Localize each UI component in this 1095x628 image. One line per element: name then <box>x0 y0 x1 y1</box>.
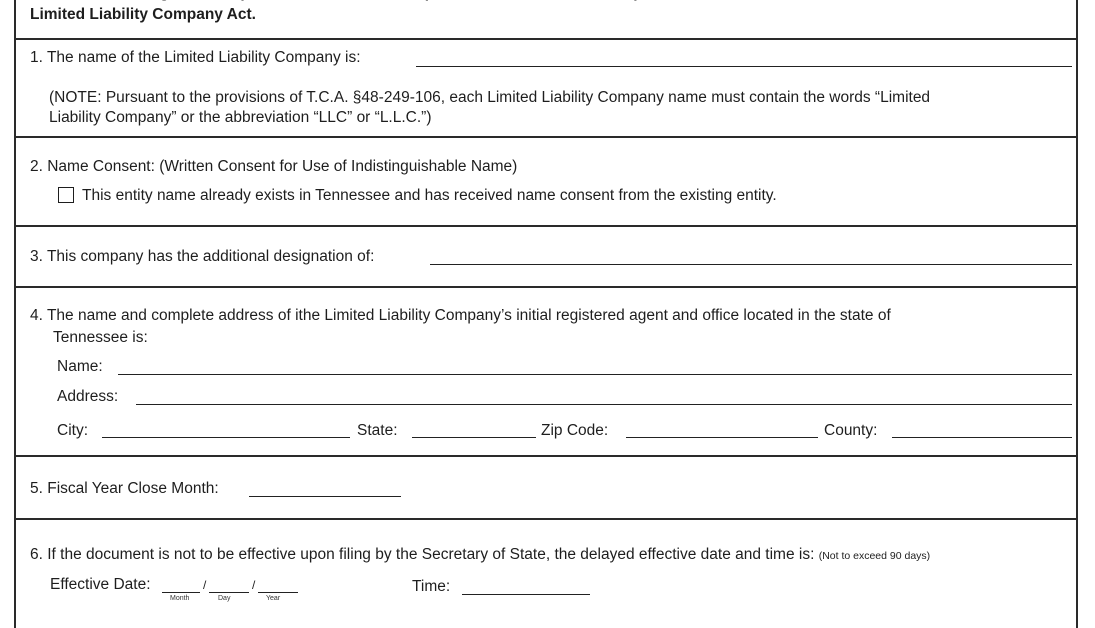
section-divider <box>16 518 1076 520</box>
effective-date-day-field[interactable] <box>209 592 249 593</box>
effective-date-label: Effective Date: <box>50 576 151 593</box>
section6-delayed-date-label <box>30 546 930 565</box>
section2-name-consent-label: 2. Name Consent: (Written Consent for Use of Indistinguishable Name) <box>30 158 518 175</box>
intro-text-line2: Limited Liability Company Act. <box>30 6 256 23</box>
section3-designation-label: 3. This company has the additional designation of: <box>30 248 375 265</box>
effective-date-year-field[interactable] <box>258 592 298 593</box>
section6-limit-note: (Not to exceed 90 days) <box>818 550 931 562</box>
agent-county-label: County: <box>824 422 878 439</box>
section-divider <box>16 225 1076 227</box>
additional-designation-field[interactable] <box>430 264 1072 265</box>
section4-agent-label-line1: 4. The name and complete address of ithe Limited Liability Company’s initial registered agent and office located in the state of <box>30 307 891 324</box>
section6-delayed-date-text: 6. If the document is not to be effective upon filing by the Secretary of State, the delayed effective date and time is: <box>30 546 815 563</box>
date-separator: / <box>252 578 256 592</box>
name-consent-checkbox[interactable] <box>58 187 74 203</box>
effective-time-label: Time: <box>412 578 451 595</box>
agent-county-field[interactable] <box>892 437 1072 438</box>
section-divider <box>16 286 1076 288</box>
section4-agent-label-line2: Tennessee is: <box>53 329 148 346</box>
agent-zip-field[interactable] <box>626 437 818 438</box>
section-divider <box>16 136 1076 138</box>
effective-date-month-field[interactable] <box>162 592 200 593</box>
agent-address-label: Address: <box>57 388 119 405</box>
agent-zip-label: Zip Code: <box>541 422 609 439</box>
llc-name-field[interactable] <box>416 66 1072 67</box>
agent-address-field[interactable] <box>136 404 1072 405</box>
agent-state-label: State: <box>357 422 398 439</box>
agent-state-field[interactable] <box>412 437 536 438</box>
section5-fiscal-year-label: 5. Fiscal Year Close Month: <box>30 480 219 497</box>
name-consent-checkbox-label: This entity name already exists in Tennessee and has received name consent from the existing entity. <box>82 187 777 204</box>
year-caption: Year <box>266 595 281 602</box>
articles-of-organization-form <box>14 0 1078 628</box>
agent-name-field[interactable] <box>118 374 1072 375</box>
month-caption: Month <box>170 595 190 602</box>
day-caption: Day <box>218 595 231 602</box>
date-separator: / <box>203 578 207 592</box>
agent-city-field[interactable] <box>102 437 350 438</box>
section1-note-line1: (NOTE: Pursuant to the provisions of T.C.A. §48-249-106, each Limited Liability Company name must contain the words “Limited <box>49 89 931 106</box>
effective-time-field[interactable] <box>462 594 590 595</box>
section1-note-line2: Liability Company” or the abbreviation “LLC” or “L.L.C.”) <box>49 109 432 126</box>
agent-name-label: Name: <box>57 358 103 375</box>
agent-city-label: City: <box>57 422 88 439</box>
fiscal-year-close-month-field[interactable] <box>249 496 401 497</box>
section-divider <box>16 455 1076 457</box>
section1-llc-name-label: 1. The name of the Limited Liability Company is: <box>30 49 361 66</box>
section-divider <box>16 38 1076 40</box>
intro-text-line1 <box>30 0 905 2</box>
